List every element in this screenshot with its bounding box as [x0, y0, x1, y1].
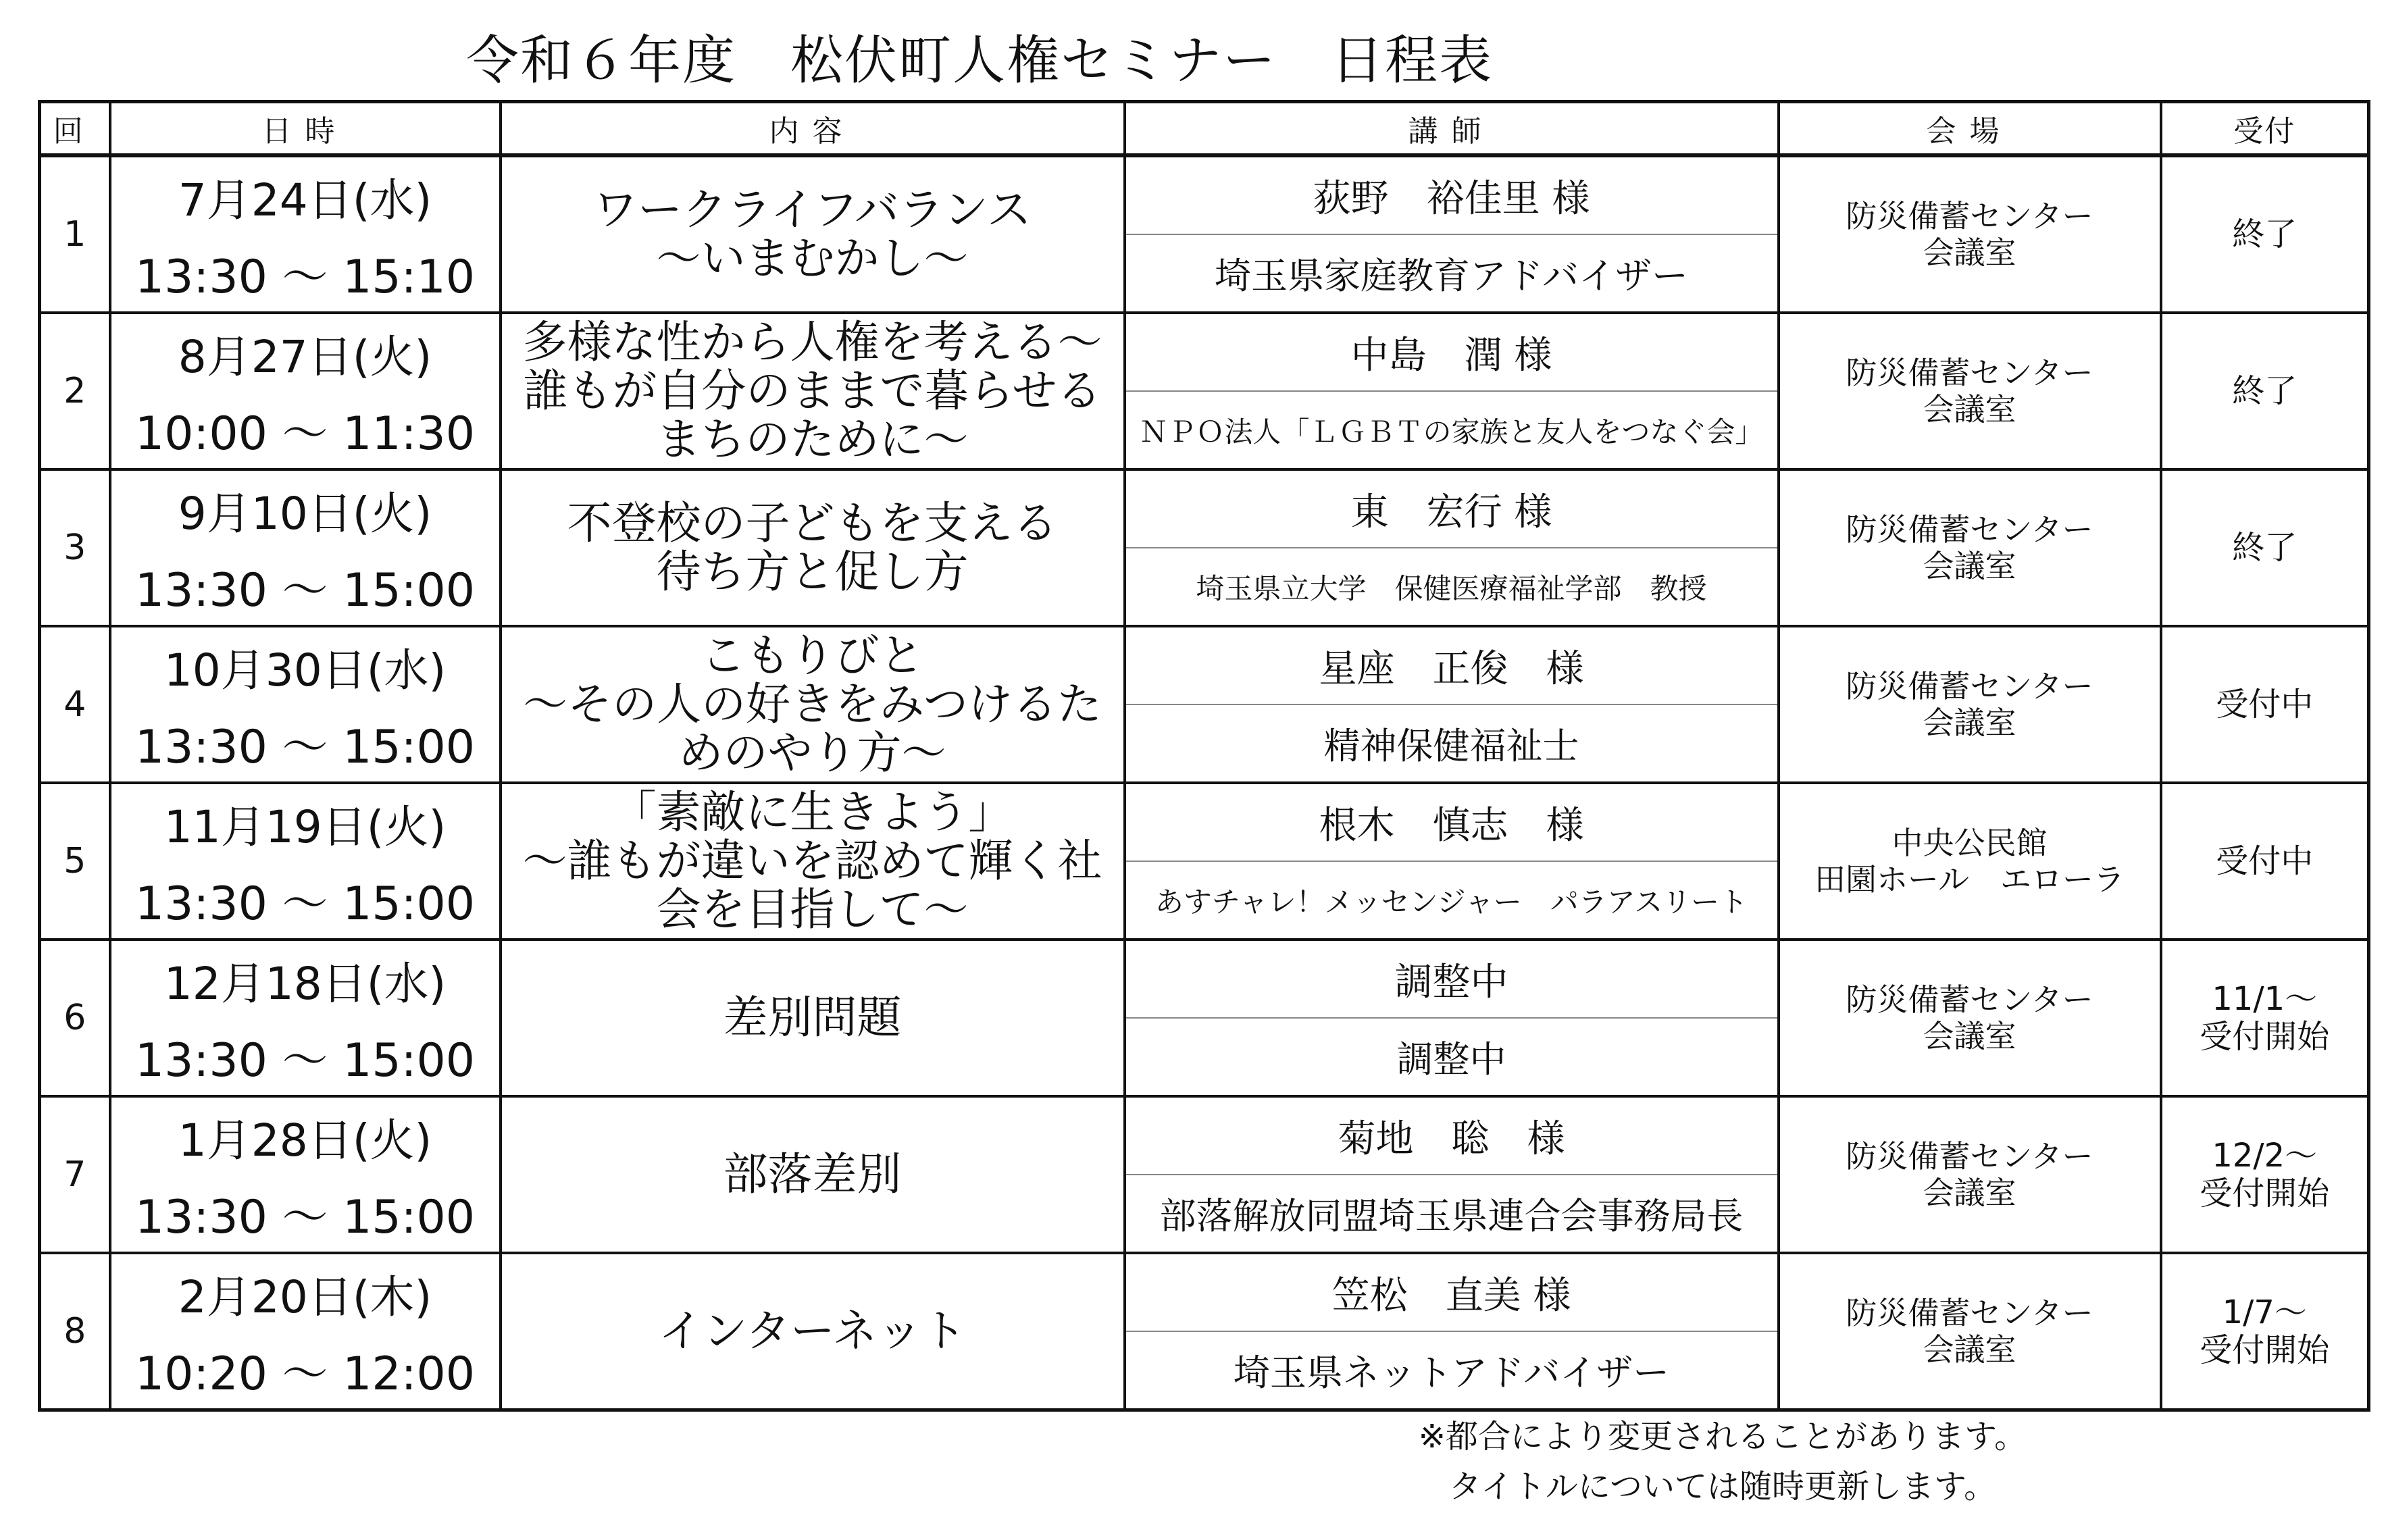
venue-line: 防災備蓄センター [1846, 1138, 2093, 1175]
venue-line: 防災備蓄センター [1846, 981, 2093, 1018]
session-time: 13:30 ～ 15:00 [134, 720, 476, 774]
lecturer-affiliation: 部落解放同盟埼玉県連合会事務局長 [1159, 1195, 1744, 1237]
session-content [501, 940, 1125, 1096]
reception-line: 受付中 [2216, 686, 2314, 723]
reception-line: 終了 [2232, 372, 2297, 410]
lecturer-name: 荻野 裕佳里 様 [1126, 157, 1777, 235]
table-row [40, 469, 2369, 626]
session-number: 1 [40, 155, 110, 313]
lecturer-name: 菊地 聡 様 [1126, 1098, 1777, 1175]
header-number: 回 [40, 102, 110, 156]
session-venue [1779, 313, 2161, 469]
content-line: 多様な性から人権を考える～ [522, 316, 1102, 368]
session-number: 6 [40, 940, 110, 1096]
footnote-title-update: タイトルについては随時更新します。 [1448, 1468, 1997, 1506]
venue-line: 防災備蓄センター [1846, 198, 2093, 234]
session-content [501, 626, 1125, 783]
reception-line: 受付開始 [2200, 1018, 2330, 1056]
table-row [40, 940, 2369, 1096]
content-line: ～誰もが違いを認めて輝く社 [522, 835, 1102, 887]
venue-line: 田園ホール エローラ [1814, 861, 2125, 898]
reception-line: 1/7～ [2222, 1293, 2307, 1331]
session-lecturer [1125, 1096, 1779, 1253]
header-content: 内容 [501, 102, 1125, 156]
session-content [501, 313, 1125, 469]
table-row [40, 626, 2369, 783]
session-date: 9月10日(火) [178, 487, 432, 540]
session-datetime [110, 469, 501, 626]
content-line: こもりびと [701, 630, 924, 682]
reception-line: 受付中 [2216, 842, 2314, 880]
session-datetime [110, 313, 501, 469]
content-line: めのやり方～ [678, 727, 946, 779]
header-reception: 受付 [2161, 102, 2369, 156]
lecturer-affiliation: 調整中 [1396, 1038, 1506, 1081]
session-datetime [110, 1096, 501, 1253]
session-date: 1月28日(火) [178, 1114, 432, 1166]
lecturer-affiliation: 埼玉県立大学 保健医療福祉学部 教授 [1196, 571, 1707, 605]
venue-line: 会議室 [1923, 391, 2016, 428]
venue-line: 会議室 [1923, 1018, 2016, 1054]
session-lecturer [1125, 155, 1779, 313]
lecturer-name: 根木 慎志 様 [1126, 784, 1777, 862]
reception-status [2161, 313, 2369, 469]
reception-line: 11/1～ [2212, 980, 2318, 1018]
session-datetime [110, 1253, 501, 1410]
session-datetime [110, 783, 501, 940]
session-date: 7月24日(水) [178, 174, 432, 226]
session-venue [1779, 783, 2161, 940]
reception-status [2161, 1096, 2369, 1253]
lecturer-affiliation: 精神保健福祉士 [1323, 725, 1579, 767]
session-venue [1779, 1096, 2161, 1253]
session-date: 11月19日(火) [163, 800, 447, 853]
venue-line: 会議室 [1923, 548, 2016, 584]
content-line: ～いまむかし～ [656, 232, 969, 284]
content-line: インターネット [658, 1305, 967, 1357]
session-lecturer [1125, 783, 1779, 940]
content-line: 誰もが自分のままで暮らせる [523, 365, 1102, 417]
lecturer-affiliation: 埼玉県家庭教育アドバイザー [1215, 255, 1688, 297]
reception-line: 受付開始 [2200, 1175, 2330, 1212]
content-line: 部落差別 [723, 1148, 902, 1200]
header-datetime: 日時 [110, 102, 501, 156]
session-content [501, 783, 1125, 940]
venue-line: 会議室 [1923, 1175, 2016, 1211]
session-datetime [110, 626, 501, 783]
session-datetime [110, 155, 501, 313]
session-number: 7 [40, 1096, 110, 1253]
session-time: 13:30 ～ 15:10 [134, 250, 476, 304]
session-date: 10月30日(水) [163, 644, 447, 696]
venue-line: 防災備蓄センター [1846, 668, 2093, 704]
venue-line: 会議室 [1923, 234, 2016, 271]
session-lecturer [1125, 626, 1779, 783]
session-date: 2月20日(木) [178, 1270, 432, 1323]
session-venue [1779, 1253, 2161, 1410]
session-content [501, 1253, 1125, 1410]
content-line: 差別問題 [723, 992, 902, 1044]
session-number: 2 [40, 313, 110, 469]
session-number: 3 [40, 469, 110, 626]
session-date: 12月18日(水) [163, 957, 447, 1010]
content-line: 待ち方と促し方 [656, 546, 969, 598]
venue-line: 防災備蓄センター [1846, 355, 2093, 391]
content-line: ～その人の好きをみつけるた [523, 678, 1102, 730]
reception-line: 受付開始 [2200, 1331, 2330, 1369]
session-content [501, 1096, 1125, 1253]
session-time: 13:30 ～ 15:00 [134, 1033, 476, 1087]
lecturer-name: 調整中 [1126, 941, 1777, 1019]
venue-line: 防災備蓄センター [1846, 1295, 2093, 1331]
content-line: 不登校の子どもを支える [567, 497, 1058, 549]
reception-status [2161, 155, 2369, 313]
session-datetime [110, 940, 501, 1096]
session-content [501, 469, 1125, 626]
content-line: ワークライフバランス [593, 184, 1032, 236]
venue-line: 防災備蓄センター [1846, 511, 2093, 548]
session-venue [1779, 626, 2161, 783]
table-header-row [40, 102, 2369, 156]
session-number: 5 [40, 783, 110, 940]
header-venue: 会場 [1779, 102, 2161, 156]
reception-line: 終了 [2232, 529, 2297, 567]
session-content [501, 155, 1125, 313]
table-row [40, 155, 2369, 313]
table-row [40, 783, 2369, 940]
lecturer-affiliation: あすチャレ！メッセンジャー パラアスリート [1154, 885, 1748, 919]
table-row [40, 313, 2369, 469]
header-lecturer: 講師 [1125, 102, 1779, 156]
session-time: 13:30 ～ 15:00 [134, 877, 476, 931]
lecturer-name: 星座 正俊 様 [1126, 627, 1777, 705]
venue-line: 会議室 [1923, 1331, 2016, 1368]
table-row [40, 1096, 2369, 1253]
content-line: 「素敵に生きよう」 [611, 786, 1013, 838]
content-line: まちのために～ [656, 413, 969, 465]
venue-line: 中央公民館 [1891, 825, 2048, 861]
session-venue [1779, 940, 2161, 1096]
content-line: 会を目指して～ [656, 883, 969, 935]
session-lecturer [1125, 1253, 1779, 1410]
session-date: 8月27日(火) [178, 330, 432, 383]
venue-line: 会議室 [1923, 704, 2016, 741]
session-time: 13:30 ～ 15:00 [134, 563, 476, 617]
session-venue [1779, 469, 2161, 626]
reception-status [2161, 783, 2369, 940]
footnote-change-notice: ※都合により変更されることがあります。 [1418, 1418, 2027, 1456]
session-number: 8 [40, 1253, 110, 1410]
lecturer-name: 中島 潤 様 [1126, 314, 1777, 392]
reception-status [2161, 1253, 2369, 1410]
lecturer-name: 笠松 直美 様 [1126, 1254, 1777, 1332]
lecturer-affiliation: 埼玉県ネットアドバイザー [1233, 1352, 1670, 1394]
session-lecturer [1125, 940, 1779, 1096]
schedule-table [38, 100, 2370, 1412]
session-time: 10:00 ～ 11:30 [134, 407, 476, 461]
session-number: 4 [40, 626, 110, 783]
reception-status [2161, 940, 2369, 1096]
session-lecturer [1125, 313, 1779, 469]
session-time: 10:20 ～ 12:00 [134, 1347, 476, 1401]
session-venue [1779, 155, 2161, 313]
session-time: 13:30 ～ 15:00 [134, 1190, 476, 1244]
lecturer-affiliation: ＮＰＯ法人「ＬＧＢＴの家族と友人をつなぐ会」 [1139, 415, 1764, 448]
session-lecturer [1125, 469, 1779, 626]
reception-line: 12/2～ [2212, 1137, 2318, 1175]
table-row [40, 1253, 2369, 1410]
lecturer-name: 東 宏行 様 [1126, 471, 1777, 548]
reception-status [2161, 626, 2369, 783]
reception-status [2161, 469, 2369, 626]
page-title: 令和６年度 松伏町人権セミナー 日程表 [465, 30, 1493, 91]
reception-line: 終了 [2232, 215, 2297, 253]
